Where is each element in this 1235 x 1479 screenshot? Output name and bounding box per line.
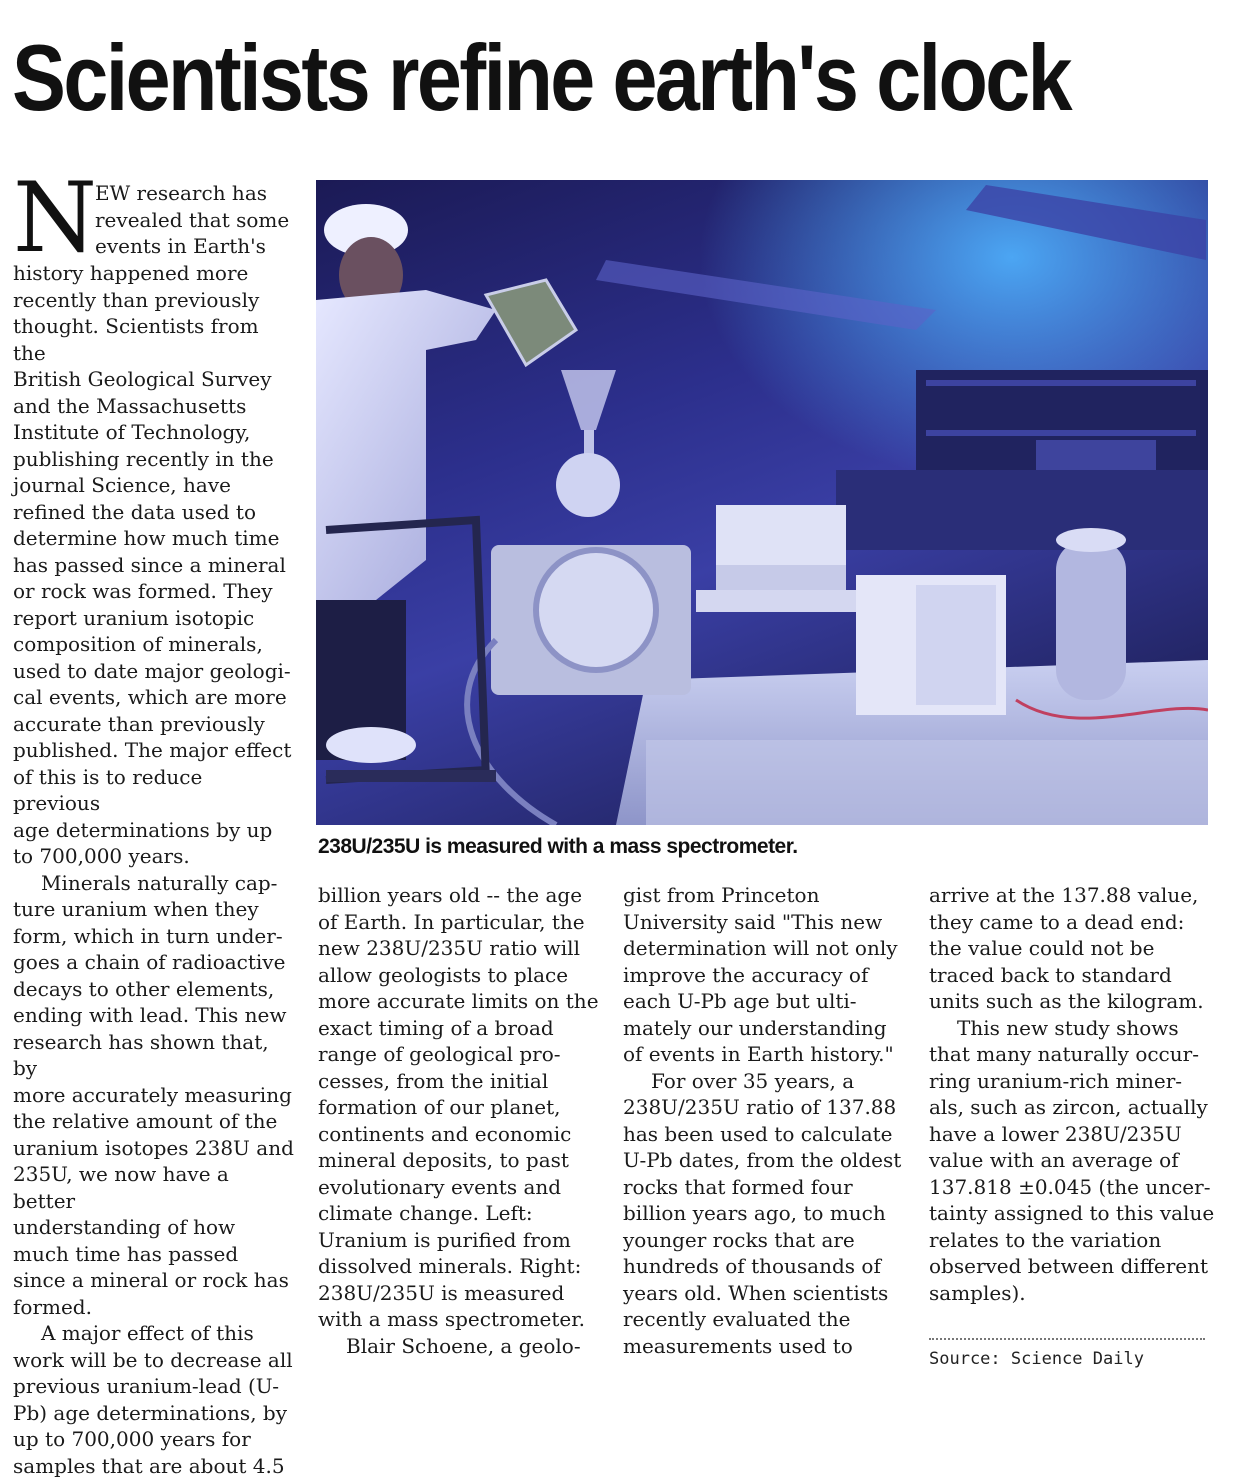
drop-cap: N <box>13 162 97 274</box>
paragraph-9: This new study shows that many naturally occur- ring uranium-rich miner- als, such as zircon, actually have a lower 238U/235U value with an average of 137.818 ±0.045 (the uncer- tainty assigned to this value relates to the variation observed between different samples). <box>929 1015 1215 1305</box>
mass-spectrometer-lab-image <box>316 180 1208 825</box>
paragraph-8: arrive at the 137.88 value, they came to a dead end: the value could not be traced back to standard units such as the kilogram. <box>929 883 1204 1013</box>
article-column-3 <box>623 882 908 1359</box>
paragraph-5: Blair Schoene, a geolo- <box>346 1333 581 1358</box>
source-divider <box>929 1338 1205 1340</box>
article-column-2 <box>318 882 603 1359</box>
lab-photo <box>316 180 1208 825</box>
source-credit: Source: Science Daily <box>929 1349 1144 1369</box>
article-column-4 <box>929 882 1219 1306</box>
headline: Scientists refine earth's clock <box>12 25 1071 130</box>
lead-text: EW research has revealed that some events in Earth's <box>95 181 290 258</box>
paragraph-1: history happened more recently than previously thought. Scientists from the British Geological Survey and the Massachusetts Institute of Technology, publishing recently in the journal Science, have refined the data used to determine how much time has passed since a mineral or rock was formed. They report uranium isotopic composition of minerals, used to date major geologi- cal events, which are more accurate than previously published. The major effect of this is to reduce previous age determinations by up to 700,000 years. <box>13 261 292 868</box>
paragraph-7: For over 35 years, a 238U/235U ratio of 137.88 has been used to calculate U-Pb dates, from the oldest rocks that formed four billion years ago, to much younger rocks that are hundreds of thousands of years old. When scientists recently evaluated the measurements used to <box>623 1068 902 1358</box>
paragraph-2: Minerals naturally cap- ture uranium when they form, which in turn under- goes a chain of radioactive decays to other elements, ending with lead. This new research has shown that, by more accurately measuring the relative amount of the uranium isotopes 238U and 235U, we now have a better understanding of how much time has passed since a mineral or rock has formed. <box>13 870 294 1319</box>
paragraph-3: A major effect of this work will be to decrease all previous uranium-lead (U- Pb) age determinations, by up to 700,000 years for samples that are about 4.5 <box>13 1321 293 1478</box>
photo-caption: 238U/235U is measured with a mass spectrometer. <box>318 835 798 858</box>
paragraph-4: billion years old -- the age of Earth. In particular, the new 238U/235U ratio will allow geologists to place more accurate limits on the exact timing of a broad range of geological pro- cesses, from the initial formation of our planet, continents and economic mineral deposits, to past evolutionary events and climate change. Left: Uranium is purified from dissolved minerals. Right: 238U/235U is measured with a mass spectrometer. <box>318 883 599 1331</box>
article-column-1 <box>13 162 295 1479</box>
lead-paragraph <box>13 162 295 274</box>
paragraph-6: gist from Princeton University said "This new determination will not only improve the accuracy of each U-Pb age but ulti- mately our understanding of events in Earth history." <box>623 883 898 1066</box>
